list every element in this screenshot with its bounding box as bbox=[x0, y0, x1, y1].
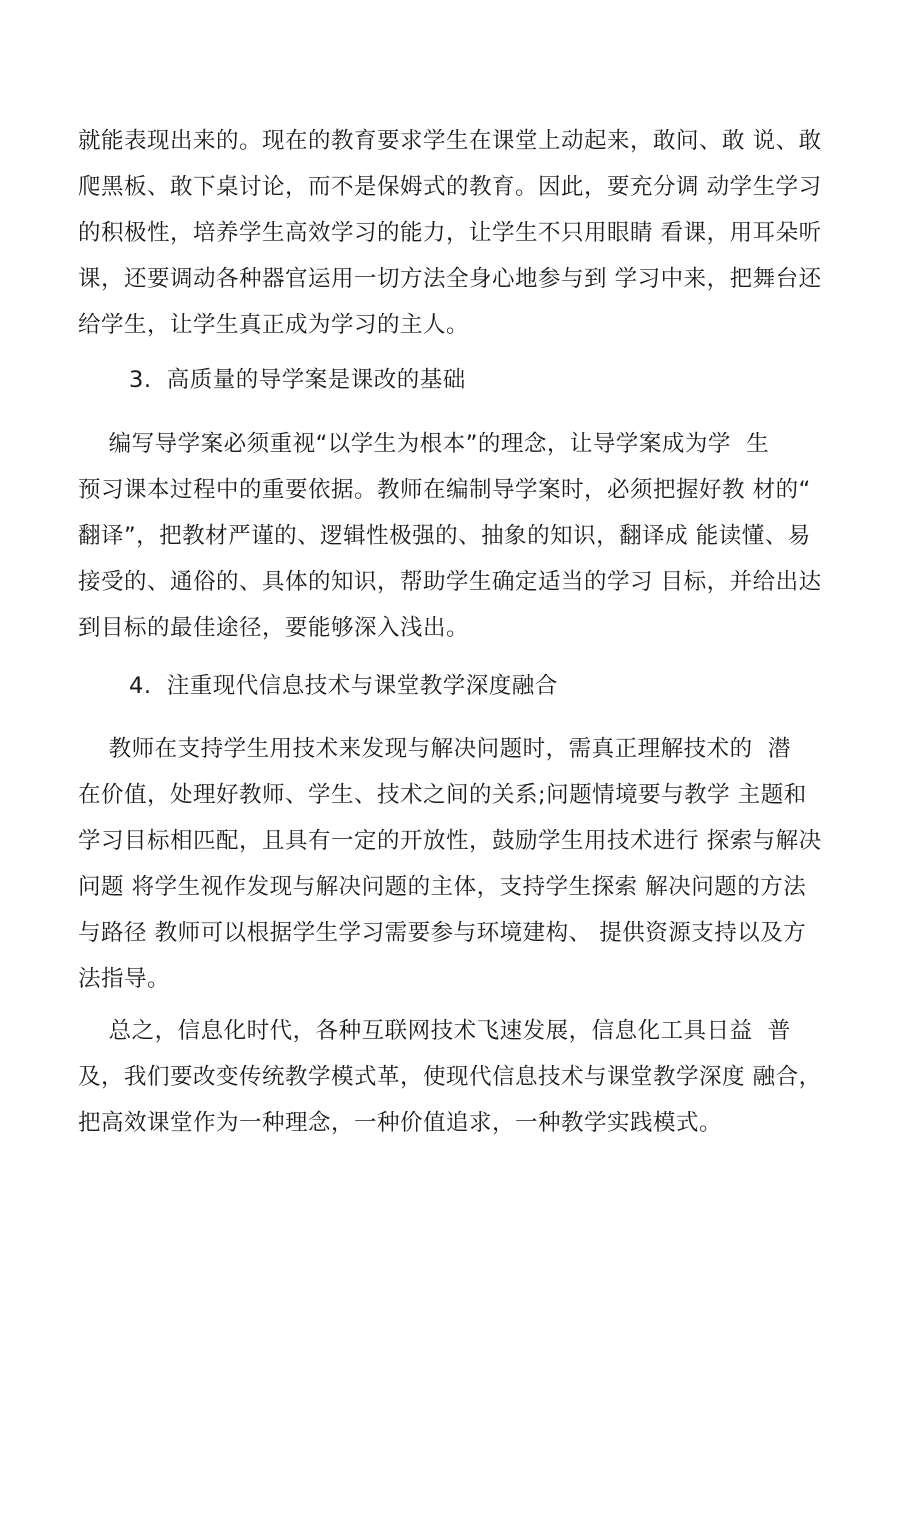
paragraph-4-line-1: 总之，信息化时代，各种互联网技术飞速发展，信息化工具日益 普 bbox=[78, 1018, 791, 1044]
paragraph-3-line-4: 问题 将学生视作发现与解决问题的主体，支持学生探索 解决问题的方法 bbox=[78, 874, 807, 900]
paragraph-2-line-2: 预习课本过程中的重要依据。教师在编制导学案时，必须把握好教 材的“ bbox=[78, 477, 811, 503]
paragraph-1-line-3: 的积极性，培养学生高效学习的能力，让学生不只用眼睛 看课，用耳朵听 bbox=[78, 220, 822, 246]
paragraph-4-line-2: 及，我们要改变传统教学模式革，使现代信息技术与课堂教学深度 融合， bbox=[78, 1064, 822, 1090]
paragraph-3-line-3: 学习目标相匹配，且具有一定的开放性，鼓励学生用技术进行 探索与解决 bbox=[78, 828, 822, 854]
paragraph-1-line-1: 就能表现出来的。现在的教育要求学生在课堂上动起来，敢问、敢 说、敢 bbox=[78, 128, 822, 154]
paragraph-1-line-2: 爬黑板、敢下桌讨论，而不是保姆式的教育。因此，要充分调 动学生学习 bbox=[78, 174, 822, 200]
paragraph-1-line-4: 课，还要调动各种器官运用一切方法全身心地参与到 学习中来，把舞台还 bbox=[78, 266, 822, 292]
paragraph-3-line-1: 教师在支持学生用技术来发现与解决问题时，需真正理解技术的 潜 bbox=[78, 736, 791, 762]
paragraph-3-line-2: 在价值，处理好教师、学生、技术之间的关系;问题情境要与教学 主题和 bbox=[78, 782, 807, 808]
section-heading-3: 3. 高质量的导学案是课改的基础 bbox=[129, 367, 466, 393]
section-heading-4: 4. 注重现代信息技术与课堂教学深度融合 bbox=[129, 673, 558, 699]
paragraph-2-line-3: 翻译”，把教材严谨的、逻辑性极强的、抽象的知识，翻译成 能读懂、易 bbox=[78, 523, 811, 549]
paragraph-1-line-5: 给学生，让学生真正成为学习的主人。 bbox=[78, 312, 470, 338]
paragraph-2-line-1: 编写导学案必须重视“以学生为根本”的理念，让导学案成为学 生 bbox=[78, 431, 770, 457]
paragraph-3-line-5: 与路径 教师可以根据学生学习需要参与环境建构、 提供资源支持以及方 bbox=[78, 920, 807, 946]
paragraph-3-line-6: 法指导。 bbox=[78, 966, 171, 992]
paragraph-2-line-5: 到目标的最佳途径，要能够深入浅出。 bbox=[78, 615, 470, 641]
paragraph-4-line-3: 把高效课堂作为一种理念，一种价值追求，一种教学实践模式。 bbox=[78, 1110, 723, 1136]
paragraph-2-line-4: 接受的、通俗的、具体的知识，帮助学生确定适当的学习 目标，并给出达 bbox=[78, 569, 822, 595]
